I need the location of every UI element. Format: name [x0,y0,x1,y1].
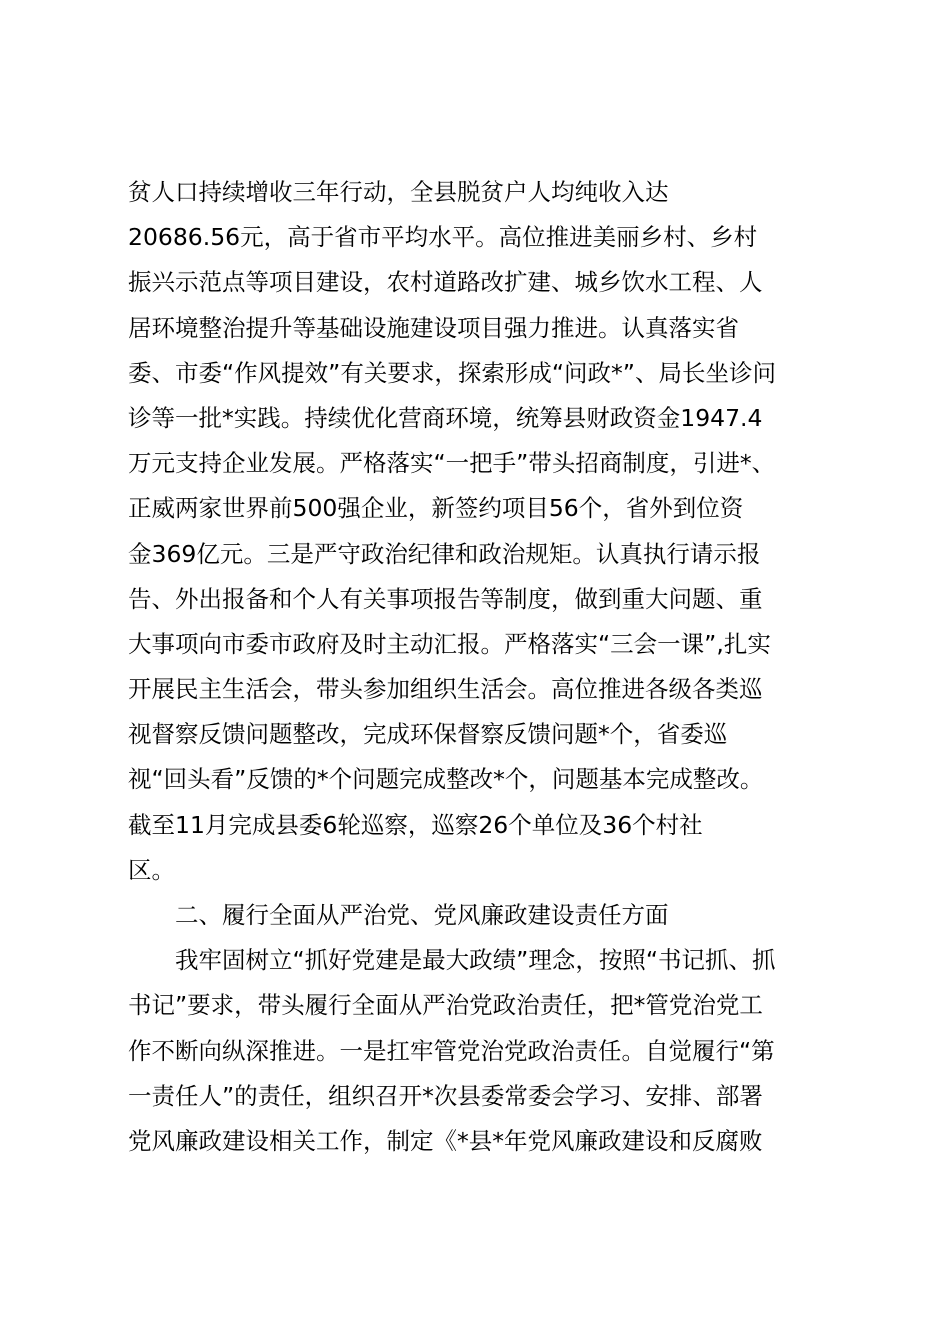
body-line: 告、外出报备和个人有关事项报告等制度，做到重大问题、重 [128,584,763,613]
body-line: 贫人口持续增收三年行动，全县脱贫户人均纯收入达 [128,178,669,206]
body-line: 万元支持企业发展。严格落实“一把手”带头招商制度，引进*、 [128,449,776,478]
body-line: 20686.56元，高于省市平均水平。高位推进美丽乡村、乡村 [128,223,758,252]
body-line: 视督察反馈问题整改，完成环保督察反馈问题*个，省委巡 [128,720,728,749]
paragraph-line: 我牢固树立“抓好党建是最大政绩”理念，按照“书记抓、抓 [175,946,776,975]
body-line: 大事项向市委市政府及时主动汇报。严格落实“三会一课”,扎实 [128,629,771,658]
body-line: 振兴示范点等项目建设，农村道路改扩建、城乡饮水工程、人 [128,268,763,297]
paragraph-line: 书记”要求，带头履行全面从严治党政治责任，把*管党治党工 [128,991,763,1020]
body-line: 视“回头看”反馈的*个问题完成整改*个，问题基本完成整改。 [128,765,764,794]
body-line: 诊等一批*实践。持续优化营商环境，统筹县财政资金1947.4 [128,403,763,432]
paragraph-line: 一责任人”的责任，组织召开*次县委常委会学习、安排、部署 [128,1081,763,1110]
body-line: 开展民主生活会，带头参加组织生活会。高位推进各级各类巡 [128,675,763,704]
body-line: 截至11月完成县委6轮巡察，巡察26个单位及36个村社 [128,810,703,839]
body-line: 区。 [128,855,175,884]
section-heading: 二、履行全面从严治党、党风廉政建设责任方面 [175,901,669,929]
body-line: 金369亿元。三是严守政治纪律和政治规矩。认真执行请示报 [128,539,761,568]
paragraph-line: 作不断向纵深推进。一是扛牢管党治党政治责任。自觉履行“第 [128,1036,775,1065]
document-body [128,170,828,1164]
paragraph-line: 党风廉政建设相关工作，制定《*县*年党风廉政建设和反腐败 [128,1126,763,1155]
body-line: 委、市委“作风提效”有关要求，探索形成“问政*”、局长坐诊问 [128,358,776,387]
body-line: 正威两家世界前500强企业，新签约项目56个，省外到位资 [128,494,744,523]
body-line: 居环境整治提升等基础设施建设项目强力推进。认真落实省 [128,313,739,342]
